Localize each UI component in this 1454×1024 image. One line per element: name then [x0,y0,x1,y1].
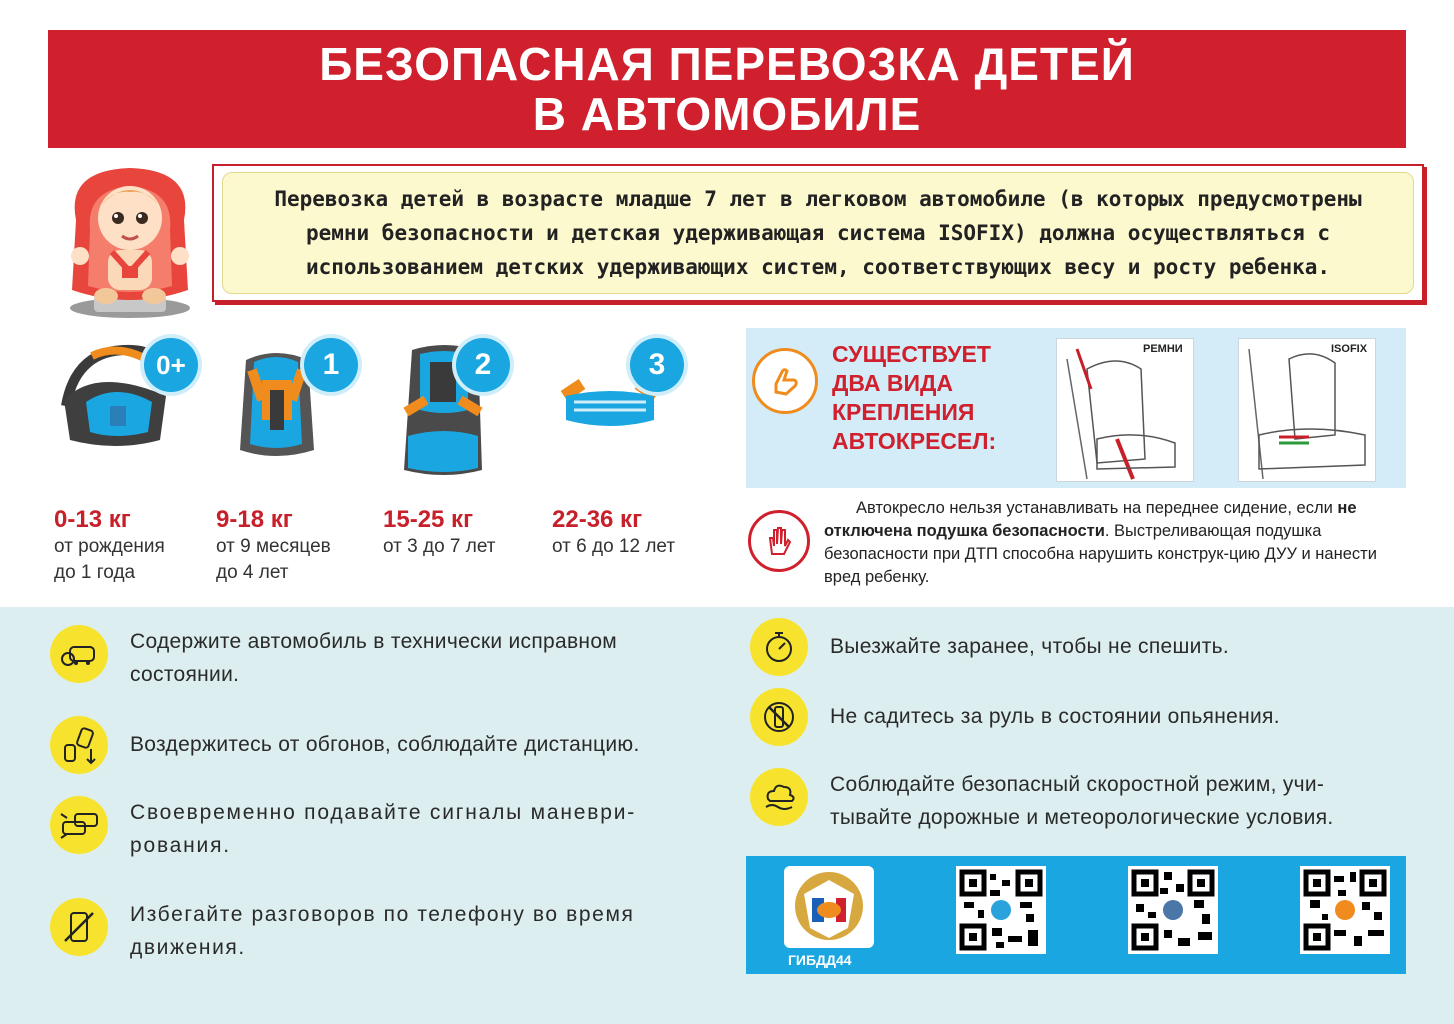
tip-text-line: рования. [130,834,231,857]
tip-item [750,688,1410,746]
odnoklassniki-icon [1335,900,1355,920]
seat-age: от 9 месяцев [216,536,331,557]
baby-car-seat-illustration [56,160,204,320]
belts-diagram [1056,338,1194,482]
seat-group-0-badge [144,338,198,392]
tip-text-line: Выезжайте заранее, чтобы не спешить. [830,635,1229,658]
belts-label: РЕМНИ [1143,343,1183,355]
tip-text-line: состоянии. [130,663,240,686]
intro-line: использованием детских удерживающих систем, соответствующих весу и росту ребенка. [305,255,1331,279]
airbag-warning [824,497,1408,589]
seat-group-1-badge [304,338,358,392]
warning-text: Автокресло нельзя устанавливать на переднее сидение, если [856,499,1338,517]
stopwatch-icon [750,618,808,676]
attachment-title-line: АВТОКРЕСЕЛ: [832,428,997,454]
page-title-line1: БЕЗОПАСНАЯ ПЕРЕВОЗКА ДЕТЕЙ [319,38,1135,90]
seat-group-2-info [383,506,543,560]
seat-group-0-info [54,506,214,586]
seat-age: от рождения [54,536,165,557]
logo-text: ГИБДД44 [788,952,852,968]
car-gear-icon [50,625,108,683]
page-title-line2: В АВТОМОБИЛЕ [532,88,922,140]
intro-box [222,172,1414,294]
tip-text-line: Не садитесь за руль в состоянии опьянения. [830,705,1280,728]
page-header [48,30,1406,148]
tip-item [50,796,710,862]
car-signal-icon [50,796,108,854]
isofix-diagram [1238,338,1376,482]
seat-group-label: 1 [322,348,340,381]
seat-weight: 0-13 кг [54,506,131,533]
tip-item [750,768,1410,834]
tip-text-line: Соблюдайте безопасный скоростной режим, учи- [830,773,1325,796]
seat-age: от 3 до 7 лет [383,536,496,557]
no-phone-icon [50,898,108,956]
click-hand-icon [752,348,818,414]
seat-group-label: 3 [648,348,666,381]
isofix-label: ISOFIX [1331,343,1368,355]
tip-item [750,618,1410,676]
intro-line: Перевозка детей в возрасте младше 7 лет в легковом автомобиле (в которых предусмотрены [274,187,1362,211]
telegram-icon [991,900,1011,920]
seat-age: до 1 года [54,562,136,583]
tip-item [50,625,710,691]
tip-text-line: Содержите автомобиль в технически исправном [130,630,618,653]
seat-group-3-info [552,506,722,560]
seat-group-label: 0+ [156,349,186,380]
seat-group-2-badge [456,338,510,392]
seat-group-label: 2 [474,348,492,381]
tip-item [50,716,710,774]
qr-code-odnoklassniki[interactable] [1300,866,1390,954]
seat-group-3-badge [630,338,684,392]
weather-icon [750,768,808,826]
tip-item [50,898,710,964]
attachment-title-line: КРЕПЛЕНИЯ [832,399,975,425]
seat-weight: 22-36 кг [552,506,643,533]
seat-weight: 15-25 кг [383,506,474,533]
tip-text-line: Своевременно подавайте сигналы маневри- [130,801,637,824]
seat-weight: 9-18 кг [216,506,293,533]
warning-bold-text: не отключена подушка безопасности [824,499,1357,540]
qr-code-telegram[interactable] [956,866,1046,954]
seat-group-1-info [216,506,376,586]
qr-code-vk[interactable] [1128,866,1218,954]
attachment-title-line: ДВА ВИДА [832,370,953,396]
stop-hand-icon [748,510,810,572]
tip-text-line: Воздержитесь от обгонов, соблюдайте дистанцию. [130,733,640,756]
warning-text: . Выстреливающая подушка безопасности при ДТП способна нарушить конструк-цию ДУУ и нанести вред ребенку. [824,522,1377,586]
vk-icon [1163,900,1183,920]
no-alcohol-icon [750,688,808,746]
gibdd-logo [782,864,876,968]
overtake-icon [50,716,108,774]
seat-age: до 4 лет [216,562,289,583]
intro-line: ремни безопасности и детская удерживающая система ISOFIX) должна осуществляться с [305,221,1331,245]
attachment-title [832,340,1042,456]
seat-age: от 6 до 12 лет [552,536,676,557]
tip-text-line: тывайте дорожные и метеорологические условия. [830,806,1334,829]
tip-text-line: Избегайте разговоров по телефону во время [130,903,635,926]
attachment-title-line: СУЩЕСТВУЕТ [832,341,991,367]
tip-text-line: движения. [130,936,246,959]
